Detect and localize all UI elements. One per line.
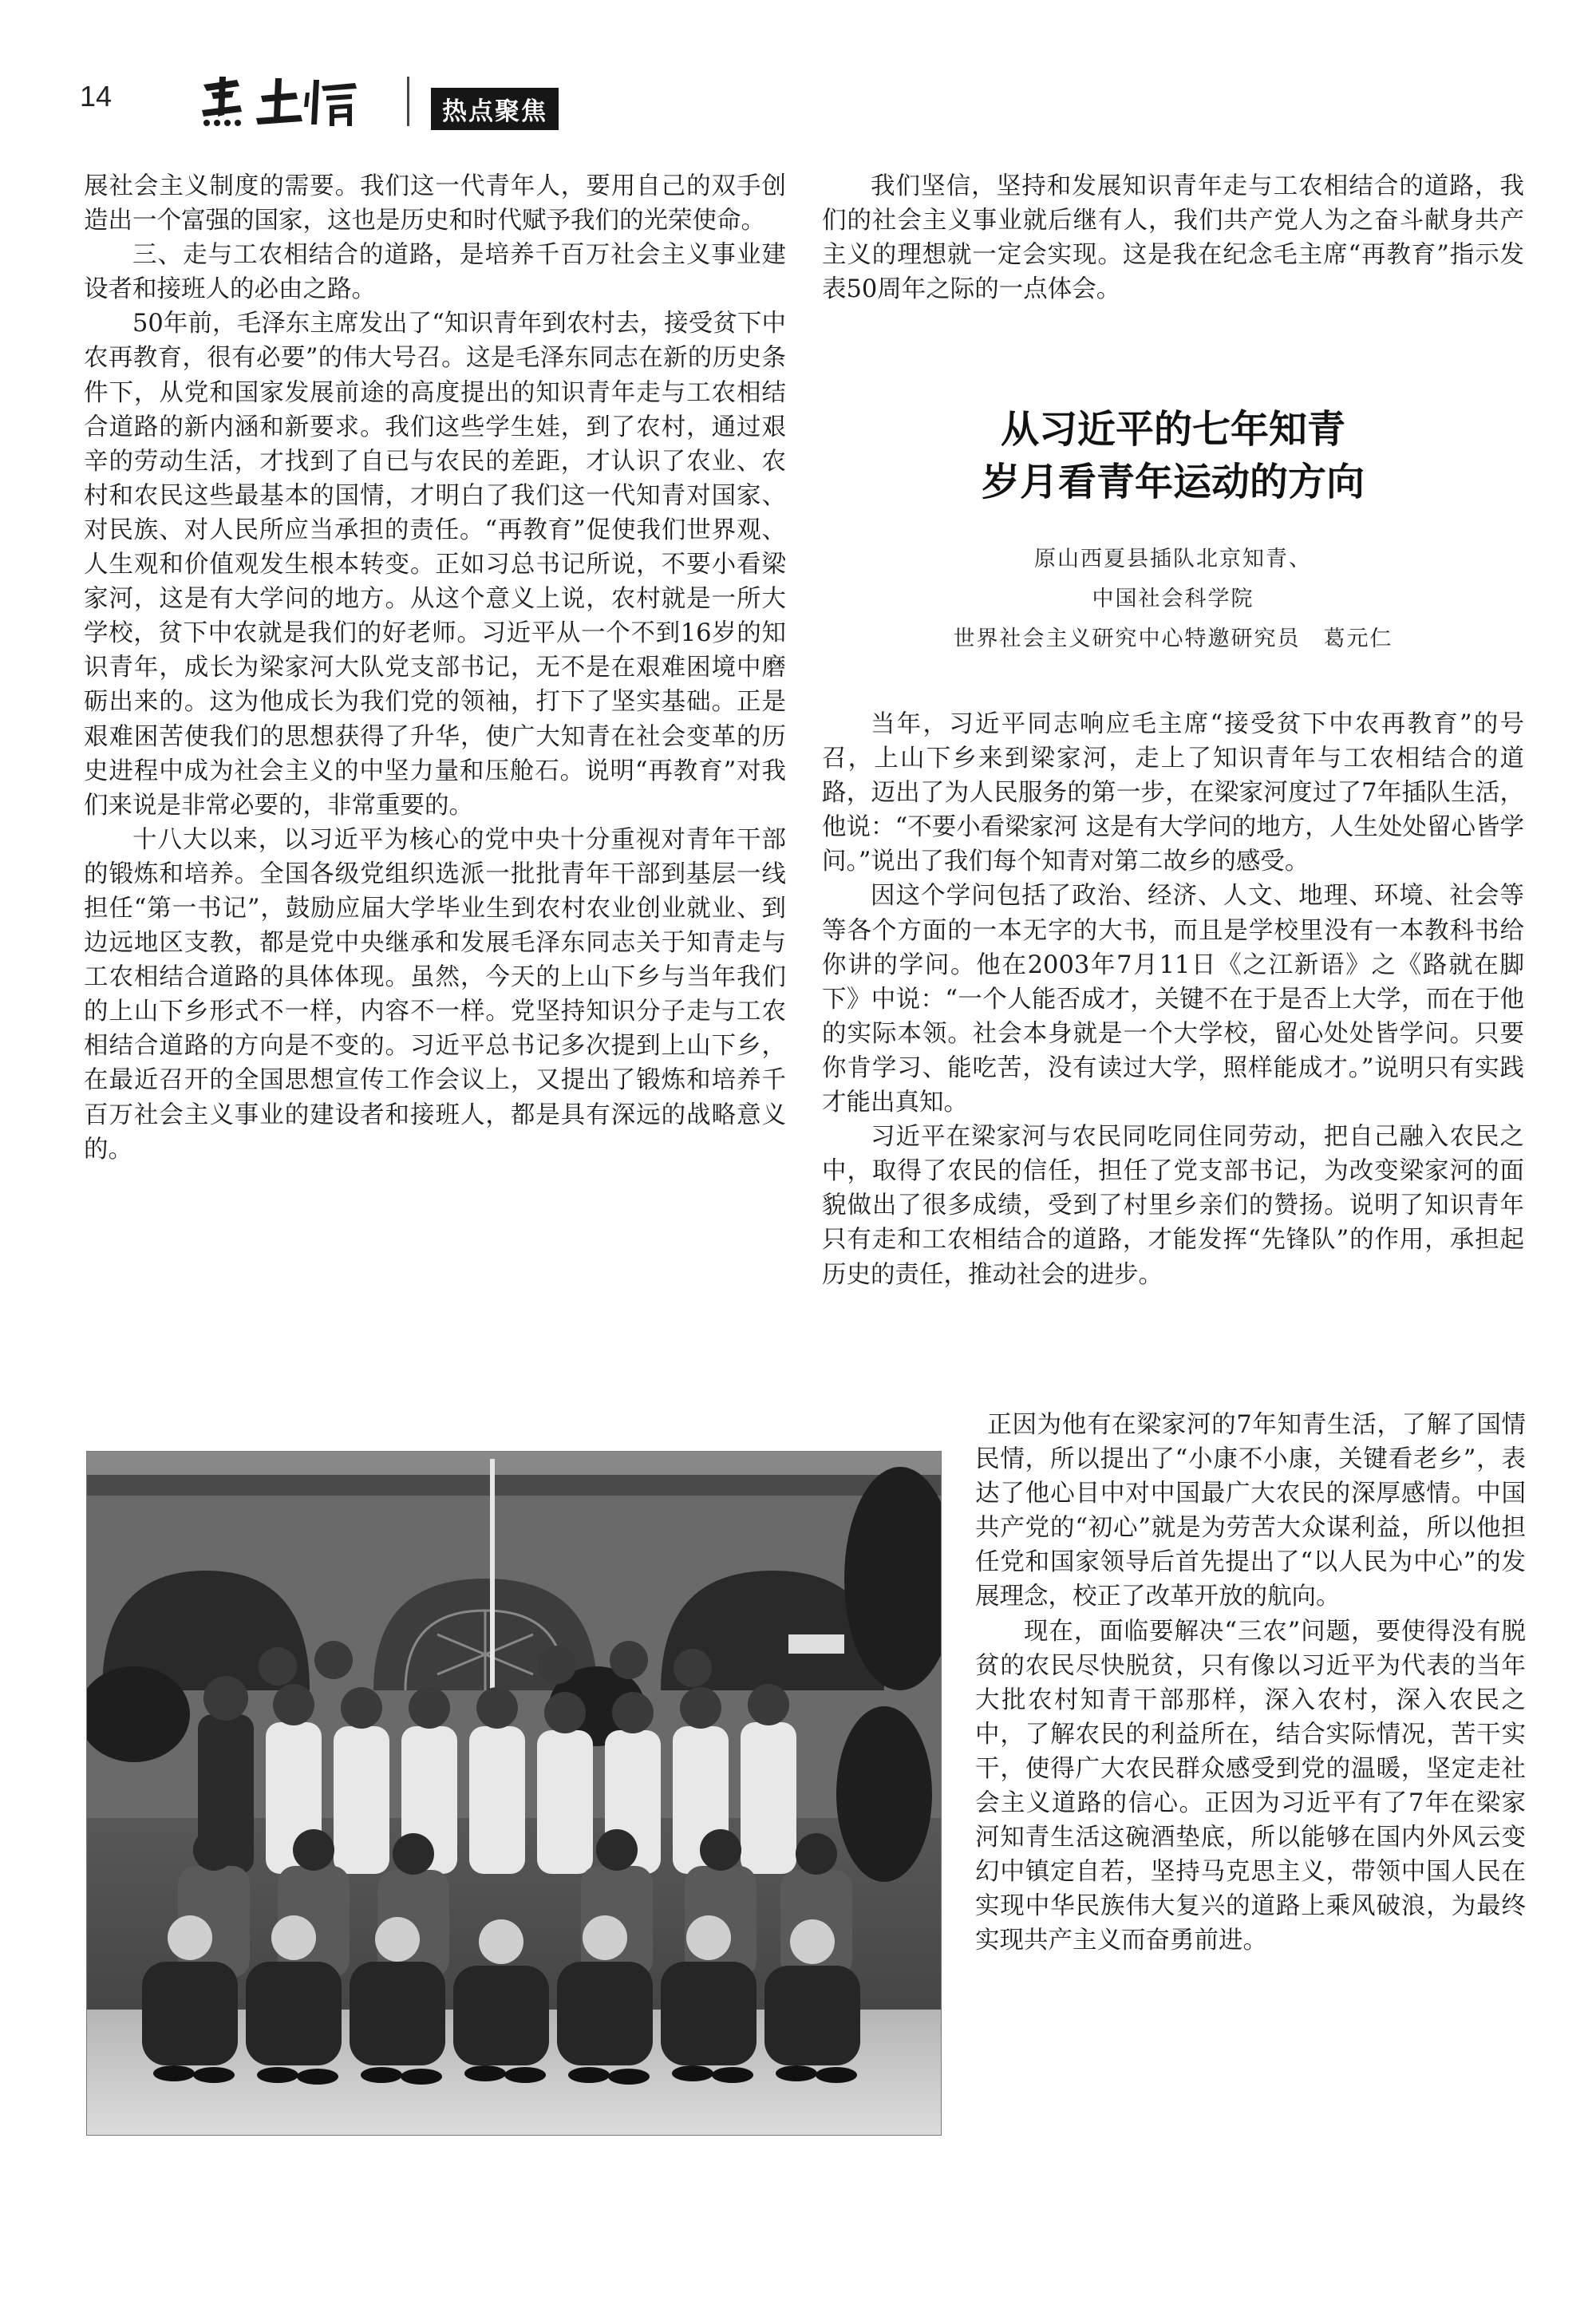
- article-body: [822, 707, 1524, 1292]
- paragraph: 展社会主义制度的需要。我们这一代青年人，要用自己的双手创造出一个富强的国家，这也是历史和时代赋予我们的光荣使命。: [84, 172, 786, 235]
- author-byline: [822, 540, 1524, 659]
- byline-line: 原山西夏县插队北京知青、: [1034, 547, 1312, 571]
- paragraph: 十八大以来，以习近平为核心的党中央十分重视对青年干部的锻炼和培养。全国各级党组织选派一批批青年干部到基层一线担任“第一书记”，鼓励应届大学毕业生到农村农业创业就业、到边远地区支教，都是党中央继承和发展毛泽东同志关于知青走与工农相结合道路的具体体现。虽然，今天的上山下乡与当年我们的上山下乡形式不一样，内容不一样。党坚持知识分子走与工农相结合道路的方向是不变的。习近平总书记多次提到上山下乡，在最近召开的全国思想宣传工作会议上，又提出了锻炼和培养千百万社会主义事业的建设者和接班人，都是具有深远的战略意义的。: [84, 825, 786, 1164]
- paragraph: 当年，习近平同志响应毛主席“接受贫下中农再教育”的号召，上山下乡来到梁家河，走上了知识青年与工农相结合的道路，迈出了为人民服务的第一步，在梁家河度过了7年插队生活，他说：“不要小看梁家河 这是有大学问的地方，人生处处留心皆学问。”说出了我们每个知青对第二故乡的感受。: [822, 710, 1524, 876]
- byline-line: 世界社会主义研究中心特邀研究员 葛元仁: [953, 626, 1393, 651]
- article-body-continued: [975, 1408, 1526, 1958]
- paragraph: 三、走与工农相结合的道路，是培养千百万社会主义事业建设者和接班人的必由之路。: [84, 241, 786, 304]
- magazine-logo: [196, 69, 367, 132]
- article-title: [826, 403, 1520, 508]
- byline-line: 中国社会科学院: [1092, 587, 1254, 611]
- left-column: [84, 169, 786, 1167]
- paragraph: 现在，面临要解决“三农”问题，要使得没有脱贫的农民尽快脱贫，只有像以习近平为代表的当年大批农村知青干部那样，深入农村，深入农民之中，了解农民的利益所在，结合实际情况，苦干实干，使得广大农民群众感受到党的温暖，坚定走社会主义道路的信心。正因为习近平有了7年在梁家河知青生活这碗酒垫底，所以能够在国内外风云变幻中镇定自若，坚持马克思主义，带领中国人民在实现中华民族伟大复兴的道路上乘风破浪，为最终实现共产主义而奋勇前进。: [975, 1617, 1526, 1955]
- paragraph: 我们坚信，坚持和发展知识青年走与工农相结合的道路，我们的社会主义事业就后继有人，我们共产党人为之奋斗献身共产主义的理想就一定会实现。这是我在纪念毛主席“再教育”指示发表50周年之际的一点体会。: [822, 172, 1524, 304]
- paragraph: 因这个学问包括了政治、经济、人文、地理、环境、社会等等各个方面的一本无字的大书，而且是学校里没有一本教科书给你讲的学问。他在2003年7月11日《之江新语》之《路就在脚下》中说：“一个人能否成才，关键不在于是否上大学，而在于他的实际本领。社会本身就是一个大学校，留心处处皆学问。只要你肯学习、能吃苦，没有读过大学，照样能成才。”说明只有实践才能出真知。: [822, 882, 1524, 1117]
- page-number: 14: [80, 80, 113, 113]
- article-title-line: 岁月看青年运动的方向: [981, 460, 1365, 504]
- header-divider: [407, 77, 409, 126]
- paragraph: 50年前，毛泽东主席发出了“知识青年到农村去，接受贫下中农再教育，很有必要”的伟大号召。这是毛泽东同志在新的历史条件下，从党和国家发展前途的高度提出的知识青年走与工农相结合道路的新内涵和新要求。我们这些学生娃，到了农村，通过艰辛的劳动生活，才找到了自已与农民的差距，才认识了农业、农村和农民这些最基本的国情，才明白了我们这一代知青对国家、对民族、对人民所应当承担的责任。“再教育”促使我们世界观、人生观和价值观发生根本转变。正如习总书记所说，不要小看梁家河，这是有大学问的地方。从这个意义上说，农村就是一所大学校，贫下中农就是我们的好老师。习近平从一个不到16岁的知识青年，成长为梁家河大队党支部书记，无不是在艰难困境中磨砺出来的。这为他成长为我们党的领袖，打下了坚实基础。正是艰难困苦使我们的思想获得了升华，使广大知青在社会变革的历史进程中成为社会主义的中坚力量和压舱石。说明“再教育”对我们来说是非常必要的，非常重要的。: [84, 310, 786, 820]
- article-title-line: 从习近平的七年知青: [1000, 407, 1345, 452]
- group-photo: [86, 1451, 942, 2136]
- right-column-top: [822, 169, 1524, 306]
- paragraph: 习近平在梁家河与农民同吃同住同劳动，把自己融入农民之中，取得了农民的信任，担任了党支部书记，为改变梁家河的面貌做出了很多成绩，受到了村里乡亲们的赞扬。说明了知识青年只有走和工农相结合的道路，才能发挥“先锋队”的作用，承担起历史的责任，推动社会的进步。: [822, 1123, 1524, 1289]
- section-label: 热点聚焦: [431, 88, 559, 130]
- paragraph: 正因为他有在梁家河的7年知青生活，了解了国情民情，所以提出了“小康不小康，关键看老乡”，表达了他心目中对中国最广大农民的深厚感情。中国共产党的“初心”就是为劳苦大众谋利益，所以他担任党和国家领导后首先提出了“以人民为中心”的发展理念，校正了改革开放的航向。: [975, 1411, 1526, 1611]
